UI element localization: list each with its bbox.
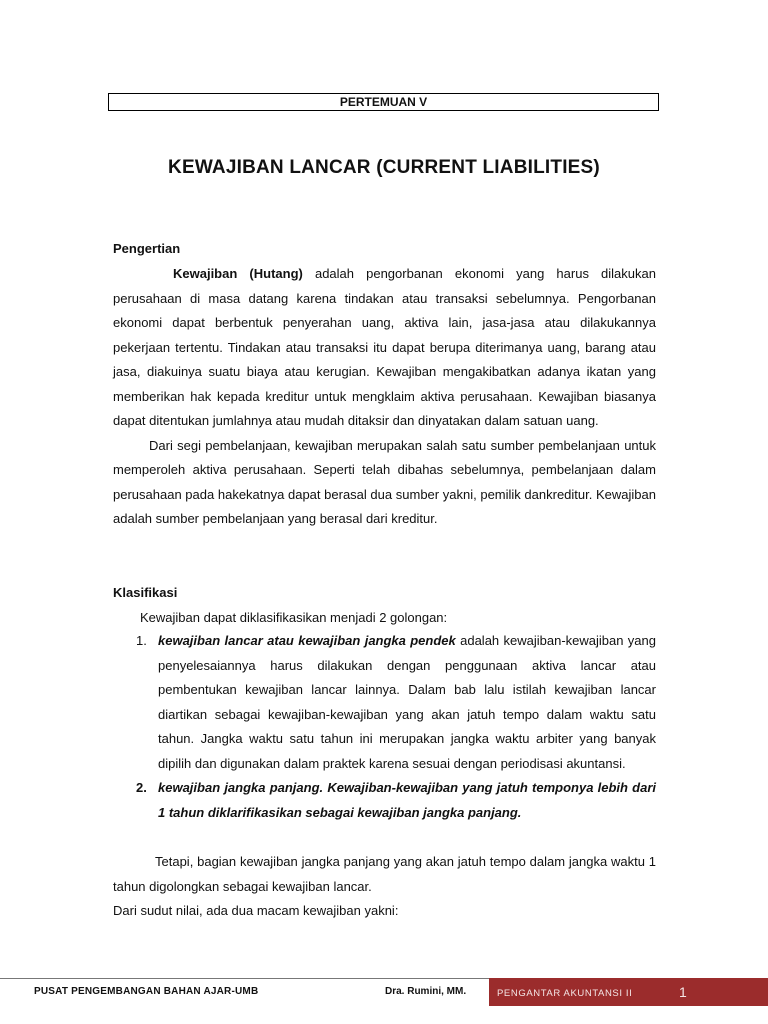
list-number: 1. <box>136 633 147 648</box>
definition-text: adalah pengorbanan ekonomi yang harus dilakukan perusahaan di masa datang karena tindakan atau transaksi sebelumnya. Pengorbanan ekonomi dapat berbentuk penyerahan uang, aktiva lain, jasa-jasa atau dilakukannya pekerjaan tertentu. Tindakan atau transaksi itu dapat berupa diterimanya uang, barang atau jasa, diakuinya suatu biaya atau kerugian. Kewajiban mengakibatkan adanya ikatan yang memberikan hak kepada kreditur untuk mengklaim aktiva perusahaan. Kewajiban biasanya dapat ditentukan jumlahnya atau mudah ditaksir dan dinyatakan dalam satuan uang. <box>113 266 656 428</box>
klasifikasi-intro: Kewajiban dapat diklasifikasikan menjadi 2 golongan: <box>140 610 448 625</box>
list-item-text: kewajiban jangka panjang. Kewajiban-kewajiban yang jatuh temponya lebih dari 1 tahun diklarifikasikan sebagai kewajiban jangka panjang. <box>158 780 656 820</box>
klasifikasi-list <box>136 629 656 825</box>
meeting-header-box <box>108 93 659 111</box>
paragraph-definition <box>113 262 656 434</box>
footer-author: Dra. Rumini, MM. <box>385 986 467 997</box>
section-pengertian-body <box>113 262 656 532</box>
list-number: 2. <box>136 780 147 795</box>
current-liabilities-desc: adalah kewajiban-kewajiban yang penyelesaiannya harus dilakukan dengan penggunaan aktiva lancar atau pembentukan kewajiban lancar lainnya. Dalam bab lalu istilah kewajiban lancar diartikan sebagai kewajiban-kewajiban yang akan jatuh tempo dalam waktu satu tahun. Jangka waktu satu tahun ini merupakan jangka waktu arbiter yang banyak dipilih dan digunakan dalam praktek karena sesuai dengan periodisasi akuntansi. <box>158 633 657 771</box>
list-item <box>136 776 656 825</box>
footer-course-title: PENGANTAR AKUNTANSI II <box>497 988 633 999</box>
page-number: 1 <box>679 984 687 1000</box>
list-item-text <box>158 629 656 776</box>
meeting-label: PERTEMUAN V <box>339 95 428 109</box>
paragraph-value-types: Dari sudut nilai, ada dua macam kewajiban yakni: <box>113 903 399 918</box>
section-heading-klasifikasi: Klasifikasi <box>113 585 178 600</box>
section-heading-pengertian: Pengertian <box>113 241 181 256</box>
page-title: KEWAJIBAN LANCAR (CURRENT LIABILITIES) <box>168 157 600 178</box>
footer-course-band <box>489 978 768 1006</box>
paragraph-current-portion: Tetapi, bagian kewajiban jangka panjang yang akan jatuh tempo dalam jangka waktu 1 tahun digolongkan sebagai kewajiban lancar. <box>113 854 656 894</box>
paragraph-pembelanjaan: Dari segi pembelanjaan, kewajiban merupakan salah satu sumber pembelanjaan untuk memperoleh aktiva perusahaan. Seperti telah dibahas sebelumnya, pembelanjaan dalam perusahaan pada hakekatnya dapat berasal dua sumber yakni, pemilik dankreditur. Kewajiban adalah sumber pembelanjaan yang berasal dari kreditur. <box>113 437 656 526</box>
footer-institution: PUSAT PENGEMBANGAN BAHAN AJAR-UMB <box>34 986 259 997</box>
term-current-liabilities: kewajiban lancar atau kewajiban jangka pendek <box>158 633 456 648</box>
section-klasifikasi-tail <box>113 850 656 924</box>
list-item <box>136 629 656 776</box>
term-kewajiban: Kewajiban (Hutang) <box>173 266 303 281</box>
